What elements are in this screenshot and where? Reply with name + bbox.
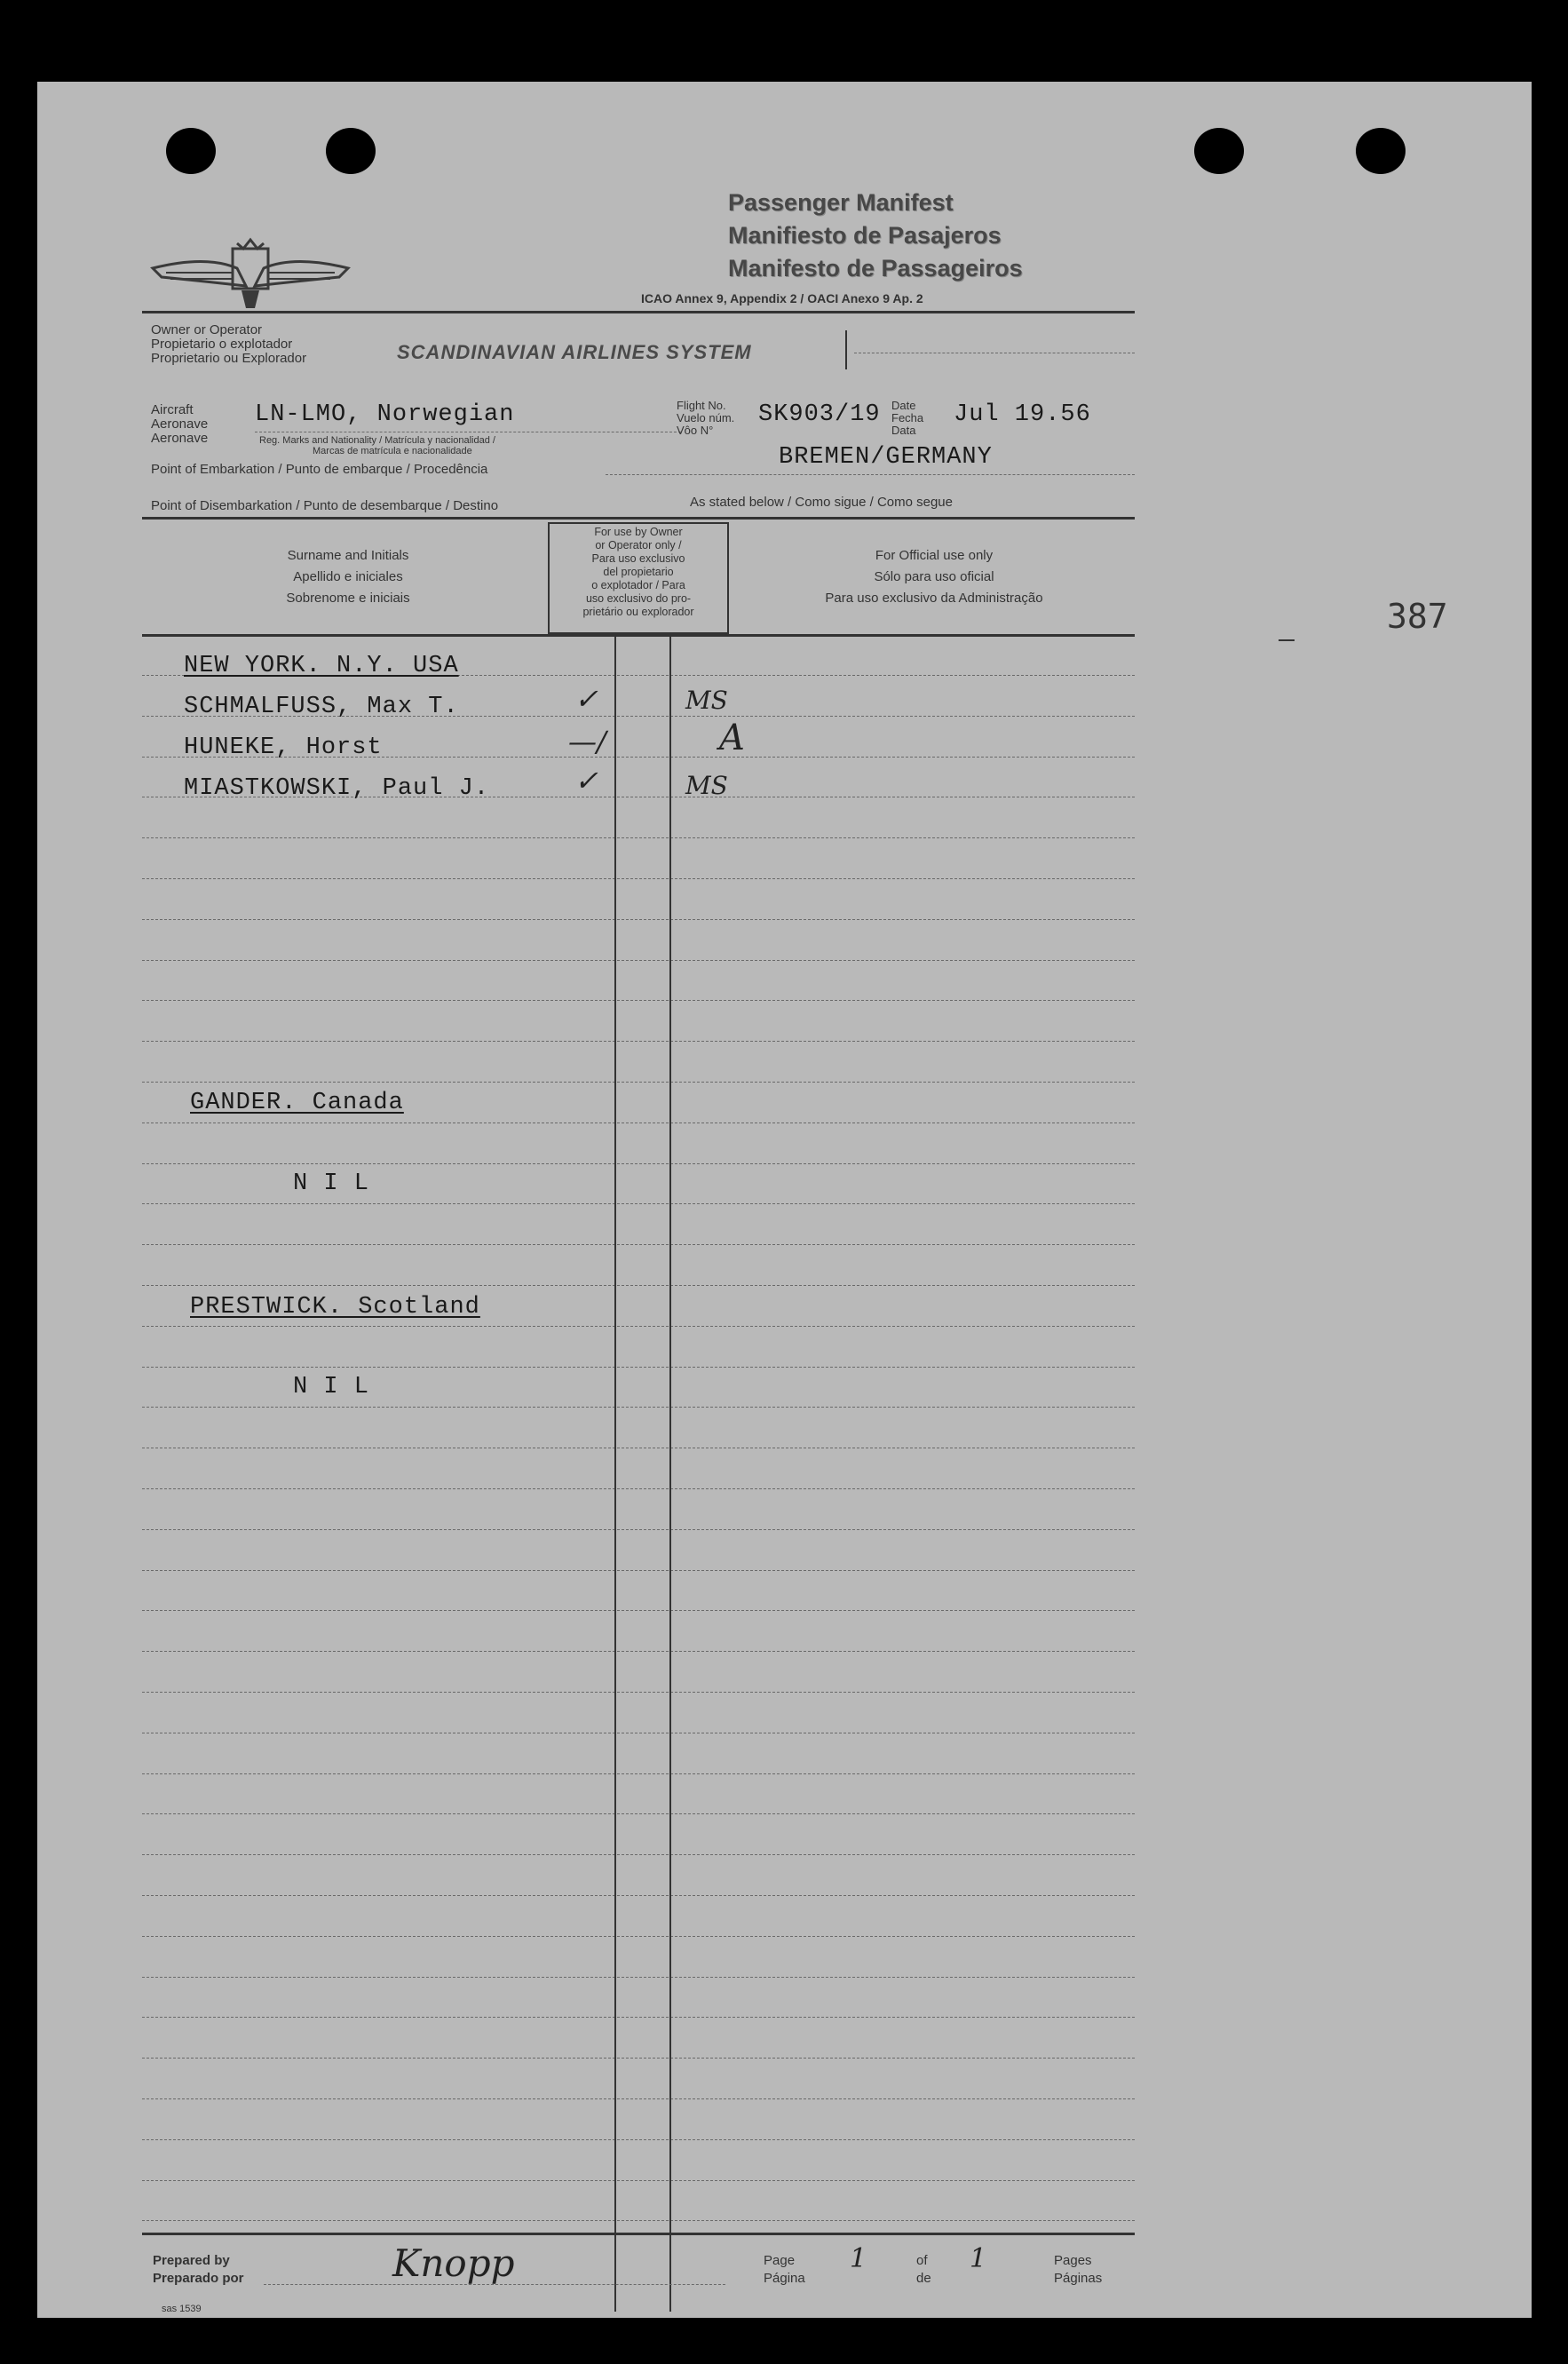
flight-value: SK903/19 (758, 401, 881, 428)
ruled-line (142, 837, 1135, 838)
surname-column-header: Surname and Initials Apellido e iniciales Sobrenome e iniciais (286, 548, 410, 606)
ruled-line (142, 1651, 1135, 1652)
check-mark: ✓ (574, 764, 598, 797)
footer-rule (142, 2233, 1135, 2235)
ruled-line (142, 2058, 1135, 2059)
column-divider-official (669, 637, 671, 2312)
column-divider-owner (614, 637, 616, 2312)
aircraft-label: Aircraft Aeronave Aeronave (151, 402, 209, 446)
ruled-line (142, 1854, 1135, 1855)
reg-caption: Reg. Marks and Nationality / Matrícula y nacionalidad / Marcas de matrícula e nacionalidade (259, 435, 495, 456)
date-value: Jul 19.56 (954, 401, 1091, 428)
embark-value: BREMEN/GERMANY (779, 444, 993, 471)
ruled-line (142, 878, 1135, 879)
ruled-line (142, 1936, 1135, 1937)
official-mark: A (719, 718, 745, 758)
embark-label: Point of Embarkation / Punto de embarque / Procedência (151, 462, 488, 477)
date-label: Date Fecha Data (891, 399, 924, 437)
ruled-line (142, 1610, 1135, 1611)
check-mark: ✓ (574, 682, 598, 716)
official-mark: MS (685, 686, 728, 715)
row-disembark-newyork: NEW YORK. N.Y. USA (184, 653, 459, 679)
archive-page-number: 387 (1387, 597, 1448, 636)
prepared-label: Prepared by Preparado por (153, 2253, 244, 2286)
ruled-line (142, 1977, 1135, 1978)
row-nil: N I L (293, 1170, 370, 1197)
flight-label: Flight No. Vuelo núm. Vôo N° (677, 399, 735, 437)
title-pt: Manifesto de Passageiros (728, 255, 1023, 282)
passenger-row: SCHMALFUSS, Max T. (184, 694, 459, 720)
row-stop-gander: GANDER. Canada (190, 1090, 404, 1116)
ruled-line (142, 1367, 1135, 1368)
punch-hole (1194, 128, 1244, 174)
passenger-row: MIASTKOWSKI, Paul J. (184, 775, 490, 802)
check-mark: —/ (568, 725, 606, 758)
page-value: 1 (850, 2243, 867, 2274)
title-en: Passenger Manifest (728, 189, 954, 216)
ruled-line (142, 1082, 1135, 1083)
ruled-line (142, 1895, 1135, 1896)
ruled-line (142, 960, 1135, 961)
pages-label: Pages Páginas (1054, 2253, 1103, 2286)
ruled-line (142, 1407, 1135, 1408)
page-label: Page Página (764, 2253, 805, 2286)
official-column-header: For Official use only Sólo para uso oficial Para uso exclusivo da Administração (825, 548, 1043, 606)
ruled-line (142, 1203, 1135, 1204)
row-stop-prestwick: PRESTWICK. Scotland (190, 1294, 480, 1321)
ruled-line (142, 1692, 1135, 1693)
owner-value: SCANDINAVIAN AIRLINES SYSTEM (397, 341, 752, 363)
manifest-page (37, 82, 1532, 2318)
punch-hole (1356, 128, 1406, 174)
title-es: Manifiesto de Pasajeros (728, 222, 1002, 249)
owner-label: Owner or Operator Propietario o explotador Proprietario ou Explorador (151, 322, 307, 366)
margin-dash (1279, 639, 1295, 641)
ruled-line (142, 1529, 1135, 1530)
ruled-line (142, 1570, 1135, 1571)
annex-reference: ICAO Annex 9, Appendix 2 / OACI Anexo 9 Ap. 2 (641, 291, 923, 305)
row-nil: N I L (293, 1374, 370, 1400)
owner-use-column-header: For use by Owner or Operator only / Para uso exclusivo del propietario o explotador / Para uso exclusivo do pro- prietário ou explorador (582, 526, 694, 618)
ruled-lines (142, 82, 1135, 2318)
disembark-label: Point of Disembarkation / Punto de desembarque / Destino (151, 498, 499, 513)
prepared-underline (264, 2284, 725, 2285)
of-value: 1 (970, 2243, 987, 2274)
ruled-line (142, 2017, 1135, 2018)
disembark-value: As stated below / Como sigue / Como segue (690, 495, 953, 510)
ruled-line (142, 919, 1135, 920)
ruled-line (142, 1244, 1135, 1245)
ruled-line (142, 1326, 1135, 1327)
ruled-line (142, 2180, 1135, 2181)
form-number: sas 1539 (162, 2304, 202, 2314)
ruled-line (142, 1163, 1135, 1164)
aircraft-value: LN-LMO, Norwegian (255, 401, 515, 428)
ruled-line (142, 1773, 1135, 1774)
ruled-line (142, 1285, 1135, 1286)
ruled-line (142, 2139, 1135, 2140)
ruled-line (142, 1813, 1135, 1814)
ruled-line (142, 1000, 1135, 1001)
passenger-row: HUNEKE, Horst (184, 734, 383, 761)
of-label: of de (916, 2253, 931, 2286)
ruled-line (142, 1488, 1135, 1489)
ruled-line (142, 2220, 1135, 2221)
official-mark: MS (685, 771, 728, 800)
prepared-signature: Knopp (392, 2241, 515, 2285)
ruled-line (142, 2098, 1135, 2099)
ruled-line (142, 1041, 1135, 1042)
